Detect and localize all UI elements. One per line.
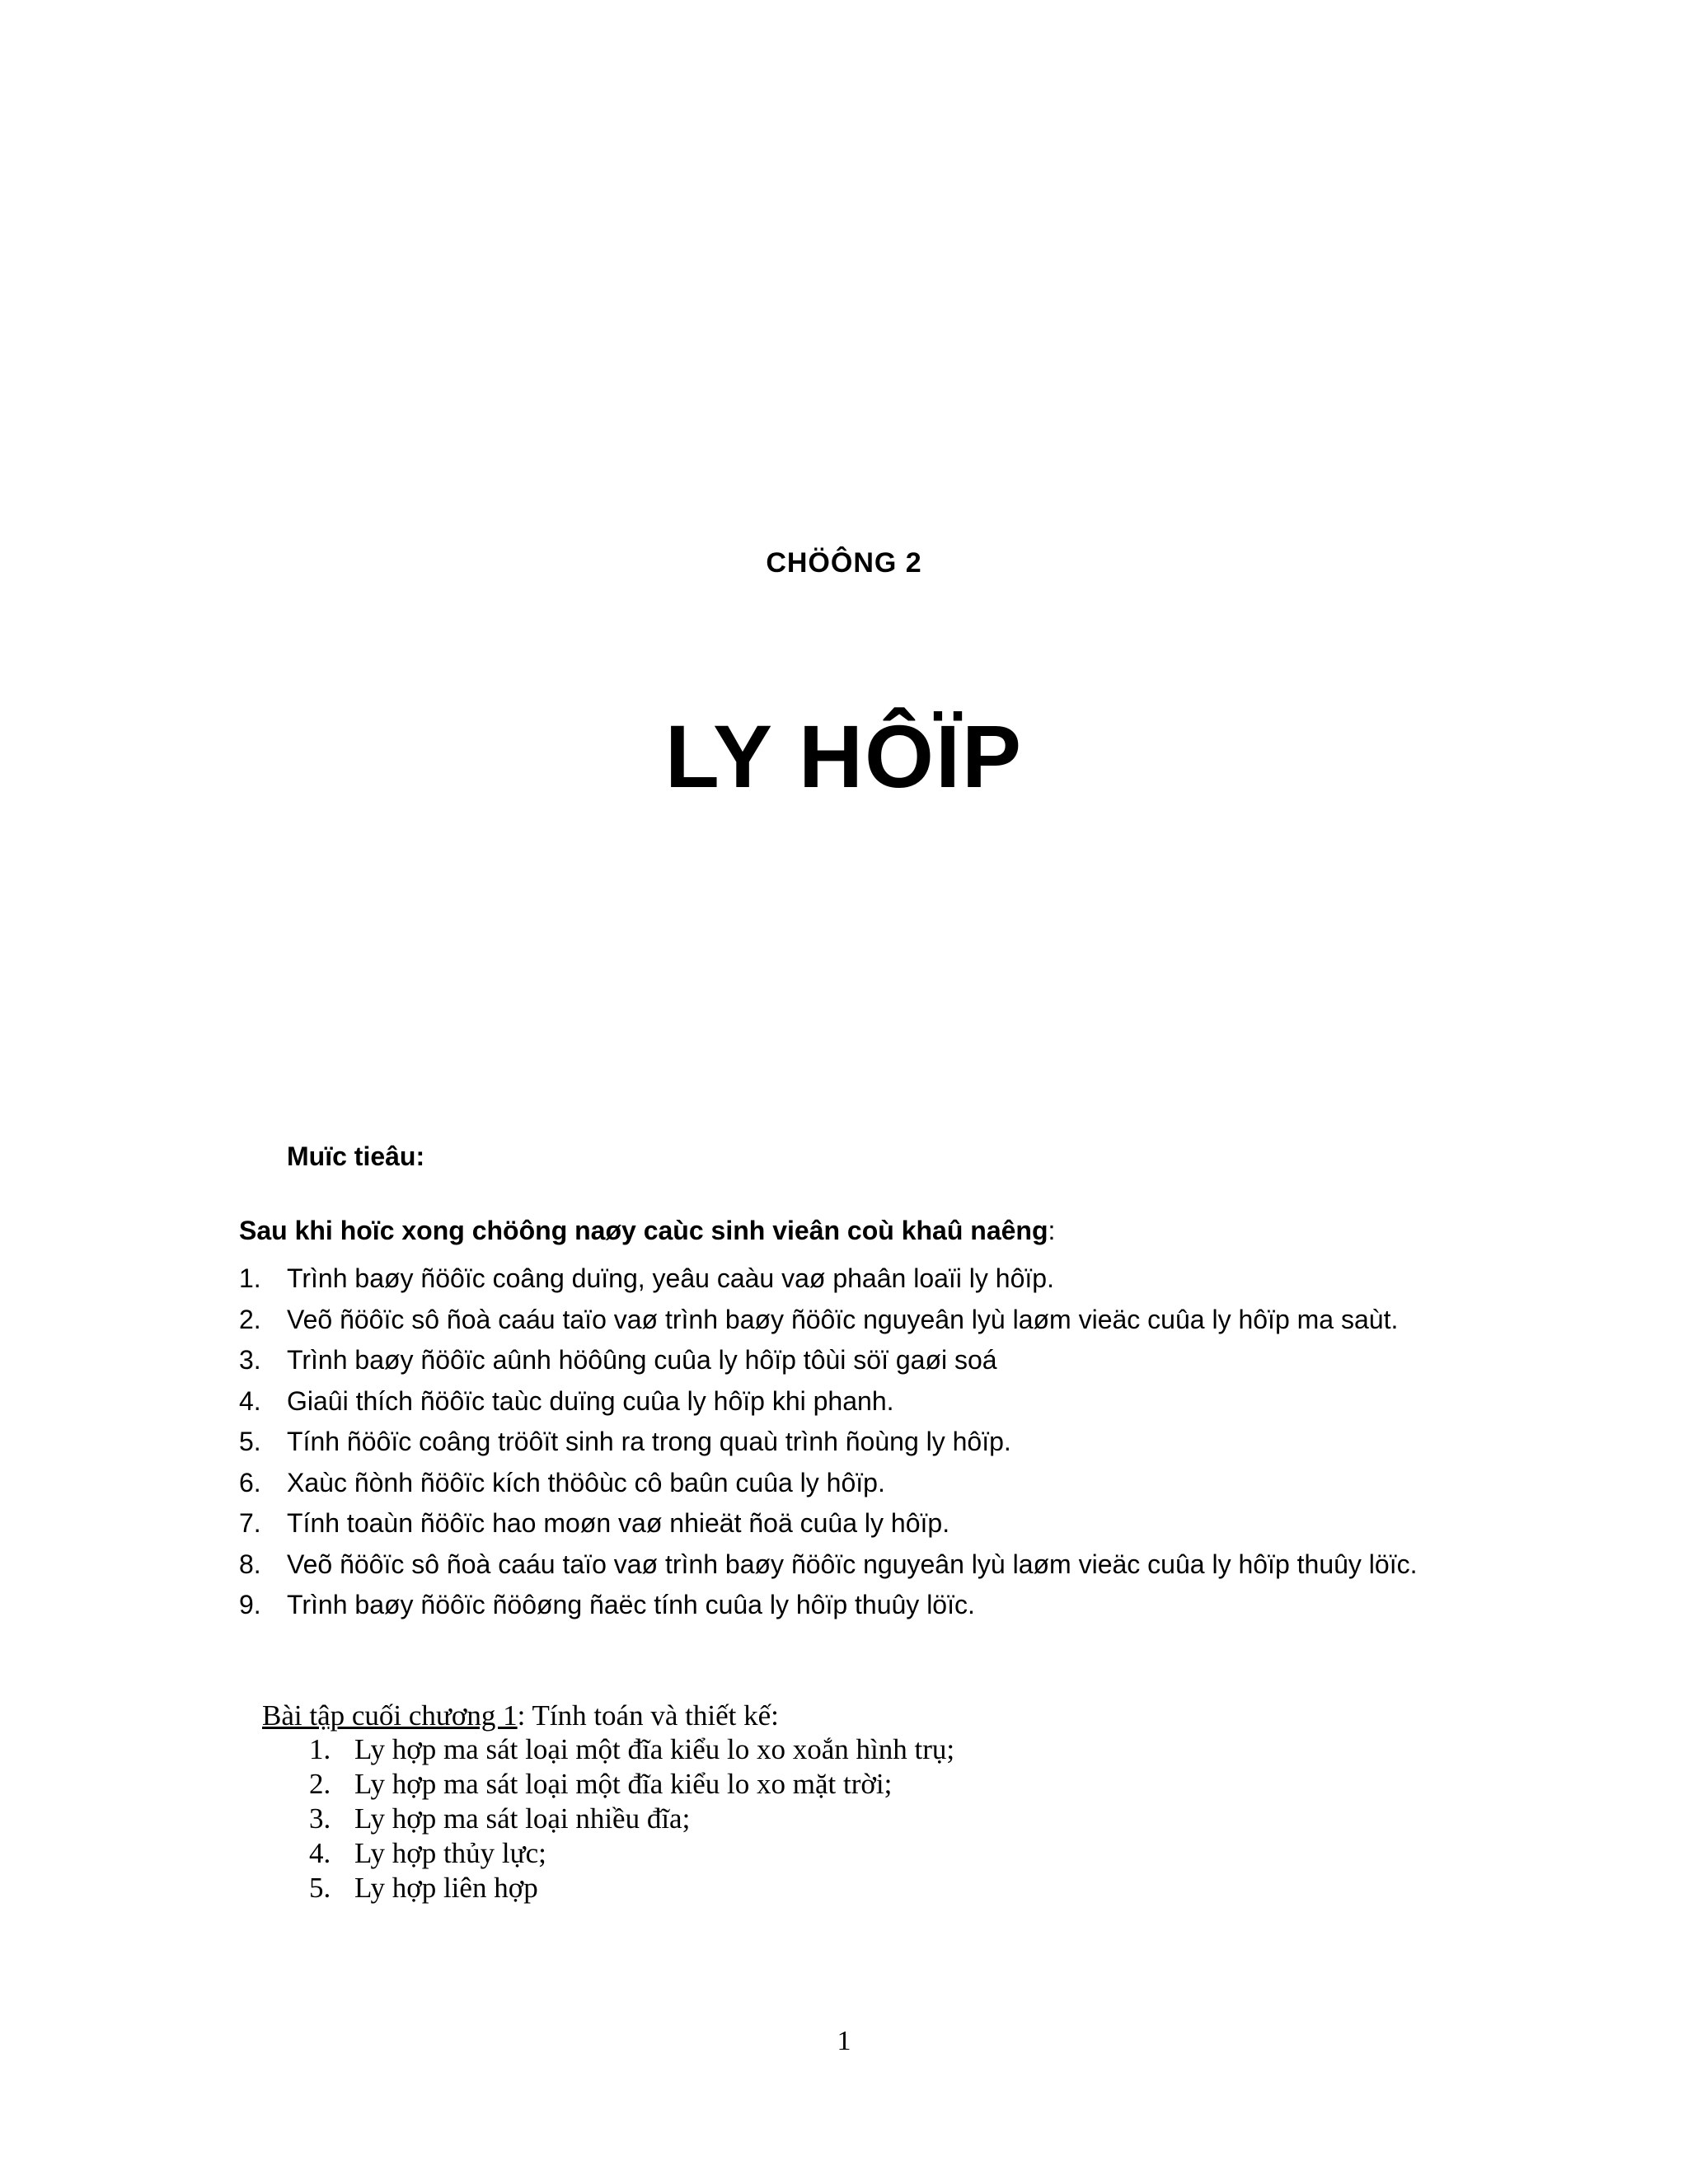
- exercise-heading-rest: : Tính toán và thiết kế:: [517, 1699, 779, 1732]
- exercise-number: 3.: [309, 1802, 331, 1835]
- objectives-intro-text: Sau khi hoïc xong chöông naøy caùc sinh vieân coù khaû naêng: [239, 1216, 1048, 1245]
- exercise-number: 1.: [309, 1733, 331, 1765]
- exercise-item: [309, 1871, 954, 1905]
- objective-text: Tính toaùn ñöôïc hao moøn vaø nhieät ñoä cuûa ly hôïp.: [287, 1508, 950, 1538]
- objectives-heading: Muïc tieâu:: [287, 1141, 425, 1171]
- objective-number: 4.: [239, 1385, 261, 1416]
- objective-item: [239, 1381, 1417, 1422]
- exercise-item: [309, 1802, 954, 1836]
- objective-number: 7.: [239, 1508, 261, 1538]
- exercise-item: [309, 1836, 954, 1871]
- exercise-heading: [262, 1699, 954, 1732]
- objective-item: [239, 1544, 1417, 1586]
- exercise-heading-title: Bài tập cuối chương 1: [262, 1699, 518, 1732]
- objective-item: [239, 1422, 1417, 1463]
- exercise-number: 2.: [309, 1768, 331, 1800]
- objective-text: Xaùc ñònh ñöôïc kích thöôùc cô baûn cuûa ly hôïp.: [287, 1467, 885, 1497]
- objective-number: 5.: [239, 1427, 261, 1456]
- objective-text: Giaûi thích ñöôïc taùc duïng cuûa ly hôïp khi phanh.: [287, 1385, 894, 1416]
- objective-number: 2.: [239, 1304, 261, 1334]
- exercise-text: Ly hợp thủy lực;: [354, 1837, 546, 1869]
- objective-item: [239, 1340, 1417, 1381]
- chapter-label: CHÖÔNG 2: [766, 547, 922, 579]
- objective-number: 3.: [239, 1345, 261, 1375]
- exercise-text: Ly hợp ma sát loại nhiều đĩa;: [354, 1802, 691, 1835]
- objective-text: Veõ ñöôïc sô ñoà caáu taïo vaø trình baøy ñöôïc nguyeân lyù laøm vieäc cuûa ly hôïp thuûy löïc.: [287, 1549, 1418, 1579]
- objective-item: [239, 1585, 1417, 1626]
- objective-number: 1.: [239, 1263, 261, 1293]
- exercise-list: [309, 1732, 954, 1905]
- objective-number: 6.: [239, 1467, 261, 1497]
- exercise-number: 5.: [309, 1872, 331, 1904]
- objective-text: Trình baøy ñöôïc aûnh höôûng cuûa ly hôïp tôùi söï gaøi soá: [287, 1345, 997, 1375]
- exercise-text: Ly hợp liên hợp: [354, 1872, 538, 1904]
- objective-item: [239, 1300, 1417, 1341]
- objective-text: Tính ñöôïc coâng tröôït sinh ra trong quaù trình ñoùng ly hôïp.: [287, 1427, 1011, 1456]
- exercise-text: Ly hợp ma sát loại một đĩa kiểu lo xo xoắn hình trụ;: [354, 1733, 955, 1765]
- page-number: 1: [837, 2026, 851, 2056]
- exercise-section: [262, 1699, 954, 1905]
- objectives-intro: [239, 1216, 1055, 1246]
- objective-text: Veõ ñöôïc sô ñoà caáu taïo vaø trình baøy ñöôïc nguyeân lyù laøm vieäc cuûa ly hôïp ma saùt.: [287, 1304, 1399, 1334]
- objective-number: 8.: [239, 1549, 261, 1579]
- exercise-number: 4.: [309, 1837, 331, 1869]
- objective-item: [239, 1258, 1417, 1300]
- objectives-intro-colon: :: [1048, 1216, 1056, 1245]
- objective-item: [239, 1503, 1417, 1544]
- exercise-item: [309, 1767, 954, 1802]
- objective-text: Trình baøy ñöôïc ñöôøng ñaëc tính cuûa ly hôïp thuûy löïc.: [287, 1590, 975, 1619]
- chapter-title: LY HÔÏP: [664, 706, 1024, 806]
- objectives-list: [239, 1258, 1417, 1626]
- objective-item: [239, 1463, 1417, 1504]
- exercise-item: [309, 1732, 954, 1767]
- objective-text: Trình baøy ñöôïc coâng duïng, yeâu caàu vaø phaân loaïi ly hôïp.: [287, 1263, 1054, 1293]
- objective-number: 9.: [239, 1590, 261, 1619]
- exercise-text: Ly hợp ma sát loại một đĩa kiểu lo xo mặt trời;: [354, 1768, 893, 1800]
